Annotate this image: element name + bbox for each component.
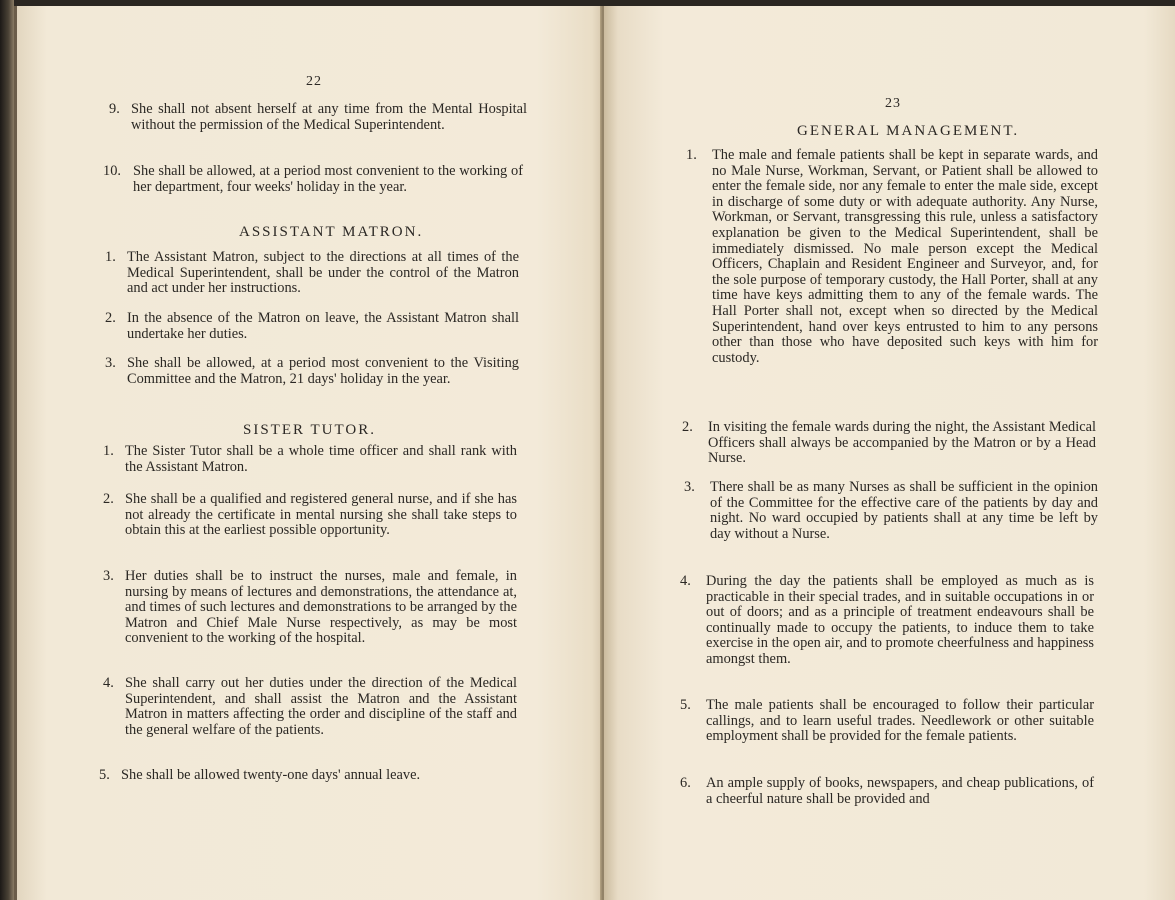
page-number-left: 22 <box>306 74 322 89</box>
section-heading-general-management: GENERAL MANAGEMENT. <box>797 123 1020 139</box>
list-item: 3. Her duties shall be to instruct the nurses, male and female, in nursing by means of lectures and demonstrations, the attendance at, and times of such lectures and demonstrations to be arranged by the Matron and Chief Male Nurse respectively, as may be most convenient to the working of the hospital. <box>103 568 517 647</box>
list-item: 5. She shall be allowed twenty-one days' annual leave. <box>99 767 421 783</box>
list-item: 1. The Sister Tutor shall be a whole time officer and shall rank with the Assistant Matron. <box>103 443 517 475</box>
page-number-right: 23 <box>885 96 901 111</box>
list-item: 6. An ample supply of books, newspapers, and cheap publications, of a cheerful nature shall be provided and <box>680 775 1094 807</box>
list-item: 5. The male patients shall be encouraged to follow their particular callings, and to learn useful trades. Needlework or other suitable employment shall be provided for the female patients. <box>680 697 1094 745</box>
left-page <box>14 6 604 900</box>
list-item: 1. The Assistant Matron, subject to the directions at all times of the Medical Superintendent, shall be under the control of the Matron and act under her instructions. <box>105 249 519 297</box>
section-heading-assistant-matron: ASSISTANT MATRON. <box>239 224 424 240</box>
right-page <box>604 6 1175 900</box>
list-item: 2. In the absence of the Matron on leave, the Assistant Matron shall undertake her duties. <box>105 310 519 342</box>
list-item: 9. She shall not absent herself at any time from the Mental Hospital without the permission of the Medical Superintendent. <box>109 101 527 133</box>
list-item: 4. During the day the patients shall be employed as much as is practicable in their special trades, and in suitable occupations in or out of doors; and as a principle of treatment endeavours shall be continually made to occupy the patients, to induce them to take exercise in the open air, and to promote cheerfulness and happiness amongst them. <box>680 573 1094 667</box>
list-item: 10. She shall be allowed, at a period most convenient to the working of her department, four weeks' holiday in the year. <box>103 163 523 195</box>
list-item: 4. She shall carry out her duties under the direction of the Medical Superintendent, and shall assist the Matron and the Assistant Matron in matters affecting the order and discipline of the staff and the general welfare of the patients. <box>103 675 517 738</box>
list-item: 3. There shall be as many Nurses as shall be sufficient in the opinion of the Committee for the effective care of the patients by day and night. No ward occupied by patients shall at any time be left by day without a Nurse. <box>684 479 1098 542</box>
section-heading-sister-tutor: SISTER TUTOR. <box>243 422 376 438</box>
book-edge <box>0 0 14 900</box>
list-item: 2. She shall be a qualified and registered general nurse, and if she has not already the certificate in mental nursing she shall take steps to obtain this at the earliest possible opportunity. <box>103 491 517 539</box>
list-item: 2. In visiting the female wards during the night, the Assistant Medical Officers shall always be accompanied by the Matron or by a Head Nurse. <box>682 419 1096 467</box>
list-item: 1. The male and female patients shall be kept in separate wards, and no Male Nurse, Workman, Servant, or Patient shall be allowed to enter the female side, nor any female to enter the male side, except in discharge of some duty or with adequate authority. Any Nurse, Workman, or Servant, transgressing this rule, unless a satisfactory explanation be given to the Medical Superintendent, shall be immediately dismissed. No male person except the Medical Officers, Chaplain and Resident Engineer and Surveyor, and, for the sole purpose of temporary custody, the Hall Porter, shall at any time have keys admitting them to any of the female wards. The Hall Porter shall not, except when so directed by the Medical Superintendent, hand over keys entrusted to him to any persons other than those who have deposited such keys with him for custody. <box>686 147 1098 366</box>
list-item: 3. She shall be allowed, at a period most convenient to the Visiting Committee and the Matron, 21 days' holiday in the year. <box>105 355 519 387</box>
